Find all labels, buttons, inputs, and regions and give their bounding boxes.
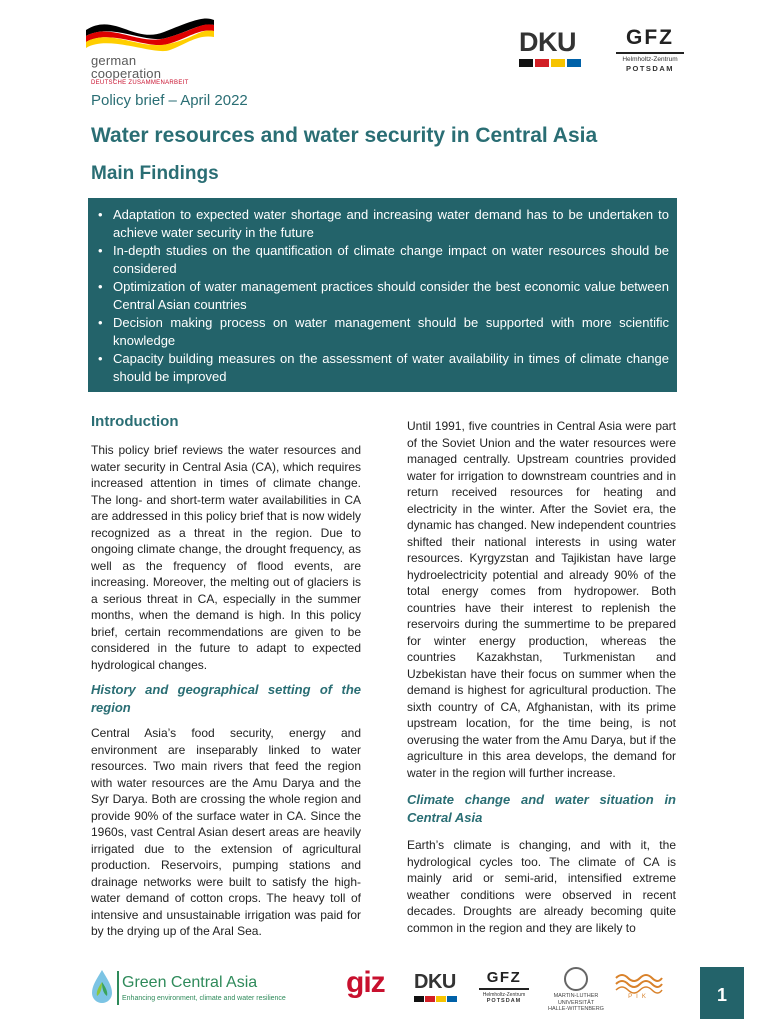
pik-text: PIK [628, 994, 650, 1000]
soviet-era-paragraph: Until 1991, five countries in Central Asia were part of the Soviet Union and the water resources were managed centrally. Upstream countries provided water for irrigation to downstream countries and in return received resources for heating and electricity in the winter. After the Soviet era, the dynamic has changed. New independent countries shifted their national interests in using water resources. Kyrgyzstan and Tajikistan have large hydroelectricity potential and already 90% of the total energy comes from hydropower. Both countries have their interest to replenish the reservoirs during the summertime to be prepared for winter energy production, whereas the countries Kazakhstan, Turkmenistan and Uzbekistan have their focus on summer when the demand is highest for agricultural production. The sixth country of CA, Afghanistan, with its prime upstream location, for the time being, is not overusing the water from the Amu Darya, but if the agriculture in this area develops, the demand for water in the region will further increase. [407, 419, 676, 780]
gfz-footer-subtitle: Helmholtz-Zentrum [482, 991, 526, 998]
water-drop-icon [90, 968, 114, 1008]
gfz-divider [616, 52, 684, 54]
finding-item: • In-depth studies on the quantification of climate change impact on water resources should be considered [96, 242, 669, 278]
cooperation-word: cooperation [91, 66, 162, 81]
dku-logo-text: DKU [519, 27, 576, 57]
mlu-line-1: MARTIN-LUTHER [553, 993, 599, 999]
main-findings-box [88, 198, 677, 392]
gfz-subtitle: Helmholtz-Zentrum [622, 56, 678, 63]
mlu-halle-logo [548, 967, 604, 1013]
dku-footer-logo [414, 972, 464, 1002]
introduction-paragraph: This policy brief reviews the water resources and water security in Central Asia (CA), which requires increased attention in times of climate change. The long- and short-term water availabilities in CA are addressed in this policy brief that is now widely recognized as a threat in the region. Due to ongoing climate change, the drought frequency, as well as the frequency of flood events, are increasing. Moreover, the melting out of glaciers is a serious threat in CA, especially in the summer months, when the demand is high. In this policy brief, certain recommendations are given to be considered in the future to adapt to expected hydrological changes. [91, 443, 361, 672]
finding-item: • Capacity building measures on the assessment of water availability in times of climate change should be improved [96, 350, 669, 386]
document-title: Water resources and water security in Central Asia [91, 124, 598, 147]
history-paragraph: Central Asia’s food security, energy and environment are inseparably linked to water resources. Two main rivers that feed the region with water resources are the Amu Darya and the Syr Darya. Both are crossing the whole region and provide 90% of the surface water in CA. Since the 1960s, vast Central Asian desert areas are heavily irrigated due to the extension of agricultural production. Reservoirs, pumping stations and drainage networks were built to satisfy the high-water demand of cotton crops. The heavy toll of intensive and unsustainable irrigation was paid for by the drying up of the Aral Sea. [91, 726, 361, 938]
page-number-box [700, 967, 744, 1019]
pik-logo [614, 970, 664, 1004]
mlu-line-2: UNIVERSITÄT [557, 999, 595, 1006]
right-column [407, 418, 676, 936]
page-number: 1 [716, 985, 727, 1005]
climate-heading: Climate change and water situation in Central Asia [407, 792, 676, 825]
german-cooperation-logo [84, 14, 224, 88]
deutsche-zusammenarbeit-word: DEUTSCHE ZUSAMMENARBEIT [91, 80, 189, 86]
gfz-footer-divider [479, 988, 529, 990]
green-central-asia-logo [90, 968, 310, 1012]
dku-logo [519, 28, 585, 67]
policy-brief-date: Policy brief – April 2022 [91, 92, 248, 109]
german-flag-wave-icon [84, 14, 224, 54]
main-findings-heading: Main Findings [91, 163, 219, 184]
gfz-footer-location: POTSDAM [486, 997, 522, 1004]
mlu-line-3: HALLE-WITTENBERG [548, 1006, 604, 1012]
finding-item: • Optimization of water management practices should consider the best economic value between Central Asian countries [96, 278, 669, 314]
gfz-logo-text: GFZ [626, 26, 674, 49]
gfz-footer-text: GFZ [486, 969, 522, 986]
green-divider [117, 971, 119, 1005]
gfz-location: POTSDAM [626, 64, 674, 73]
dku-color-bar [519, 59, 585, 67]
pik-wave-icon [614, 970, 664, 994]
finding-item: • Decision making process on water management should be supported with more scientific knowledge [96, 314, 669, 350]
gfz-logo [610, 27, 690, 73]
dku-footer-text: DKU [414, 971, 456, 993]
giz-logo: giz [346, 966, 385, 999]
green-central-asia-tagline: Enhancing environment, climate and water resilience [122, 995, 286, 1002]
german-word: german [91, 53, 137, 68]
university-seal-icon [564, 967, 588, 991]
climate-paragraph: Earth’s climate is changing, and with it, the hydrological cycles too. The climate of CA is mainly arid or semi-arid, intensified extreme weather conditions were observed in recent decades. Droughts are already becoming quite common in the region and they are likely to [407, 838, 676, 935]
green-central-asia-title: Green Central Asia [122, 974, 258, 991]
history-heading: History and geographical setting of the region [91, 682, 361, 715]
introduction-heading: Introduction [91, 413, 179, 430]
gfz-footer-logo [476, 970, 532, 1005]
finding-item: • Adaptation to expected water shortage and increasing water demand has to be undertaken to achieve water security in the future [96, 206, 669, 242]
left-column [91, 412, 361, 940]
dku-footer-color-bar [414, 996, 464, 1002]
